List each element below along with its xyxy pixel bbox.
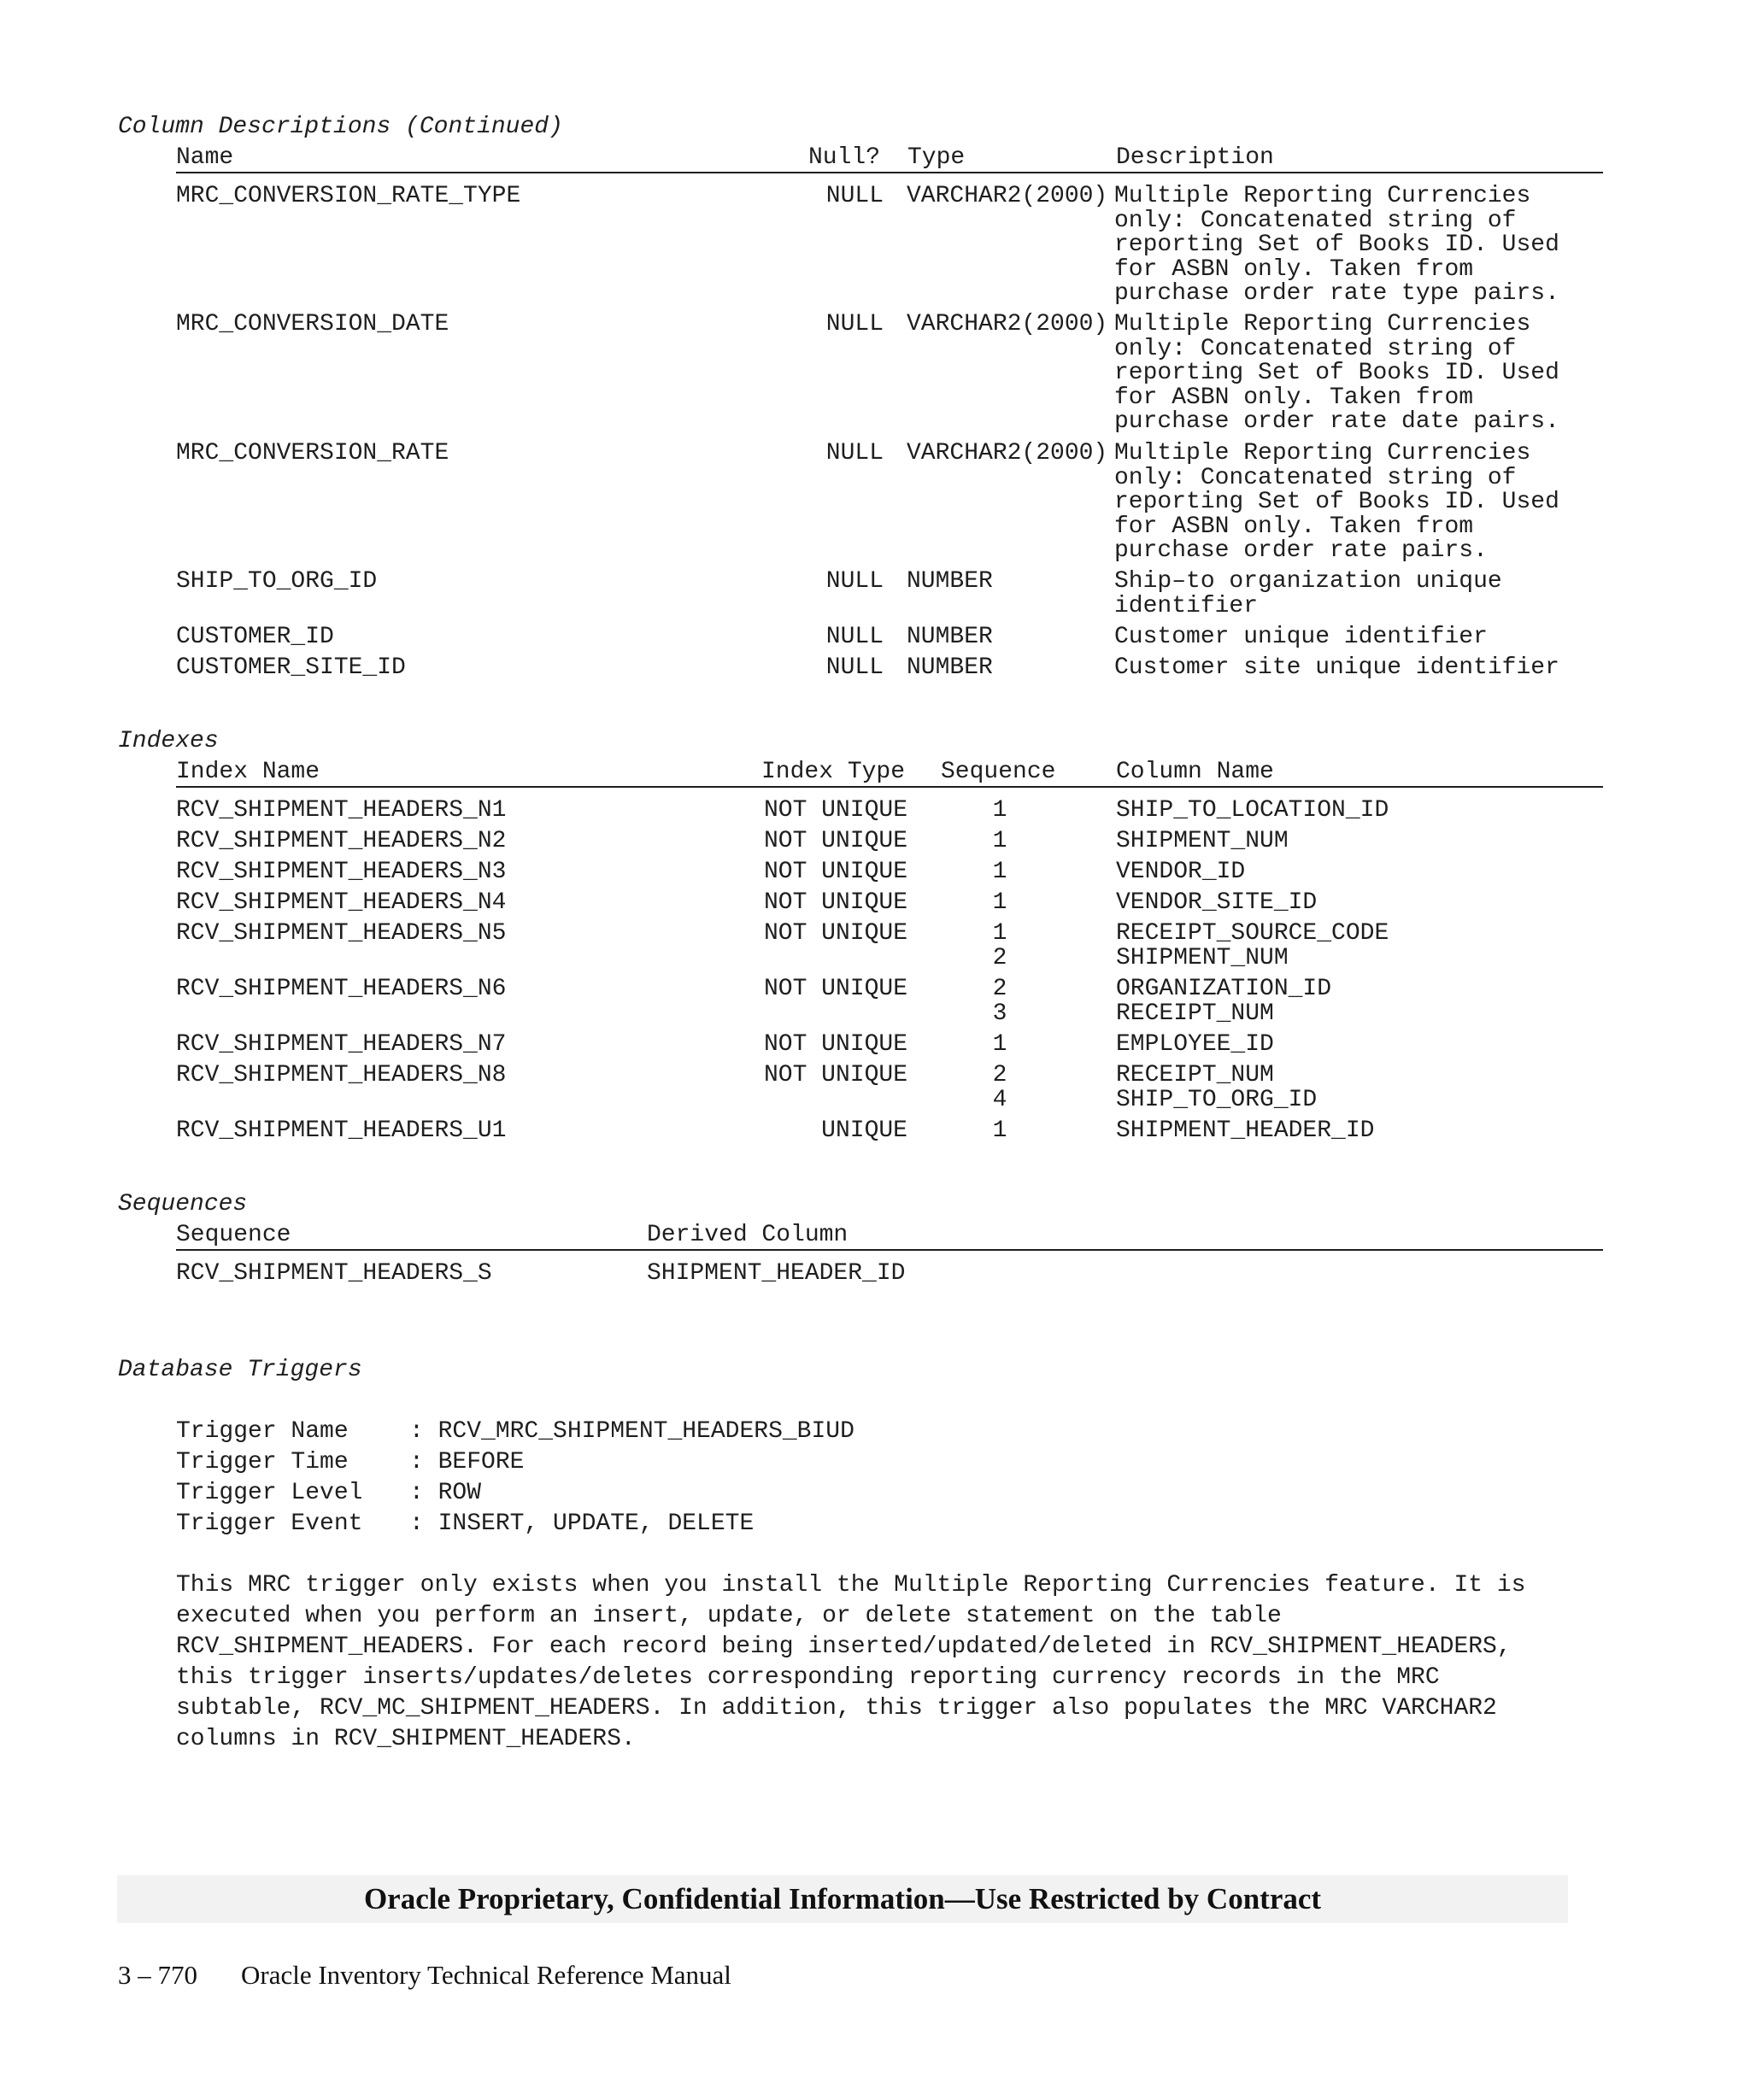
index-row-column: EMPLOYEE_ID: [1116, 1031, 1274, 1058]
index-row-column: RECEIPT_NUM: [1116, 1062, 1274, 1088]
index-row-name: RCV_SHIPMENT_HEADERS_N7: [176, 1031, 507, 1058]
trigger-description-line: subtable, RCV_MC_SHIPMENT_HEADERS. In addition, this trigger also populates the MRC VARCHAR2: [176, 1695, 1497, 1722]
trigger-description-line: This MRC trigger only exists when you install the Multiple Reporting Currencies feature. It is: [176, 1572, 1526, 1598]
column-row-description: Ship–to organization unique identifier: [1114, 568, 1502, 619]
trigger-level-label: Trigger Level: [176, 1480, 363, 1506]
index-row-name: RCV_SHIPMENT_HEADERS_N3: [176, 859, 507, 885]
trigger-name-value: : RCV_MRC_SHIPMENT_HEADERS_BIUD: [409, 1418, 854, 1445]
column-header-rule: [176, 172, 1603, 173]
column-row-description: Customer site unique identifier: [1114, 654, 1559, 681]
index-row-sequence: 1: [992, 828, 1007, 854]
column-row-null: NULL: [825, 568, 884, 595]
index-row-type: NOT UNIQUE: [763, 889, 907, 916]
column-row-type: VARCHAR2(2000): [907, 440, 1108, 466]
column-row-type: VARCHAR2(2000): [907, 183, 1108, 209]
column-row-description: Multiple Reporting Currencies only: Concatenated string of reporting Set of Books ID. Used for ASBN only. Taken from purchase order rate pairs.: [1114, 440, 1559, 564]
column-row-description: Multiple Reporting Currencies only: Concatenated string of reporting Set of Books ID. Used for ASBN only. Taken from purchase order rate date pairs.: [1114, 311, 1559, 435]
index-row-column: SHIP_TO_LOCATION_ID: [1116, 797, 1389, 824]
column-row-null: NULL: [825, 654, 884, 681]
page-number: 3 – 770: [118, 1960, 197, 1990]
column-row-null: NULL: [825, 183, 884, 209]
index-row-type: NOT UNIQUE: [763, 859, 907, 885]
index-row-column: SHIPMENT_NUM: [1116, 945, 1289, 971]
column-descriptions-title: Column Descriptions (Continued): [118, 114, 563, 140]
sequence-row-derived-column: SHIPMENT_HEADER_ID: [647, 1260, 906, 1287]
index-header-type: Index Type: [761, 759, 906, 785]
database-triggers-title: Database Triggers: [118, 1357, 362, 1383]
index-row-type: NOT UNIQUE: [763, 976, 907, 1002]
index-row-column: VENDOR_ID: [1116, 859, 1246, 885]
column-row-name: SHIP_TO_ORG_ID: [176, 568, 378, 595]
column-row-type: VARCHAR2(2000): [907, 311, 1108, 337]
index-row-sequence: 1: [992, 1031, 1007, 1058]
confidential-banner: [117, 1875, 1568, 1923]
index-row-name: RCV_SHIPMENT_HEADERS_N6: [176, 976, 507, 1002]
trigger-description-line: this trigger inserts/updates/deletes corresponding reporting currency records in the MRC: [176, 1664, 1440, 1691]
manual-title: Oracle Inventory Technical Reference Manual: [241, 1960, 731, 1990]
index-row-column: SHIPMENT_NUM: [1116, 828, 1289, 854]
trigger-description-line: RCV_SHIPMENT_HEADERS. For each record being inserted/updated/deleted in RCV_SHIPMENT_HEADERS,: [176, 1634, 1512, 1660]
index-row-sequence: 1: [992, 889, 1007, 916]
column-header-name: Name: [176, 144, 234, 171]
column-row-null: NULL: [825, 624, 884, 650]
trigger-description-line: columns in RCV_SHIPMENT_HEADERS.: [176, 1726, 636, 1752]
column-row-name: CUSTOMER_ID: [176, 624, 334, 650]
sequences-title: Sequences: [118, 1191, 248, 1217]
index-row-sequence: 4: [992, 1087, 1007, 1113]
index-row-sequence: 3: [992, 1000, 1007, 1027]
index-header-rule: [176, 786, 1603, 788]
index-row-type: NOT UNIQUE: [763, 828, 907, 854]
column-row-type: NUMBER: [907, 654, 993, 681]
column-row-name: CUSTOMER_SITE_ID: [176, 654, 406, 681]
index-header-column: Column Name: [1116, 759, 1274, 785]
column-row-type: NUMBER: [907, 568, 993, 595]
column-row-description: Customer unique identifier: [1114, 624, 1488, 650]
column-row-name: MRC_CONVERSION_RATE: [176, 440, 449, 466]
column-row-name: MRC_CONVERSION_RATE_TYPE: [176, 183, 521, 209]
index-row-sequence: 1: [992, 859, 1007, 885]
index-row-column: ORGANIZATION_ID: [1116, 976, 1332, 1002]
column-header-description: Description: [1116, 144, 1274, 171]
column-row-null: NULL: [825, 440, 884, 466]
index-header-sequence: Sequence: [941, 759, 1056, 785]
trigger-event-label: Trigger Event: [176, 1510, 363, 1537]
index-row-name: RCV_SHIPMENT_HEADERS_N4: [176, 889, 507, 916]
index-row-column: RECEIPT_SOURCE_CODE: [1116, 920, 1389, 947]
index-row-sequence: 2: [992, 976, 1007, 1002]
index-row-type: UNIQUE: [821, 1117, 907, 1144]
column-row-name: MRC_CONVERSION_DATE: [176, 311, 449, 337]
index-row-sequence: 1: [992, 920, 1007, 947]
sequence-header-rule: [176, 1249, 1603, 1251]
index-row-type: NOT UNIQUE: [763, 920, 907, 947]
trigger-event-value: : INSERT, UPDATE, DELETE: [409, 1510, 755, 1537]
index-header-name: Index Name: [176, 759, 320, 785]
index-row-name: RCV_SHIPMENT_HEADERS_N2: [176, 828, 507, 854]
index-row-name: RCV_SHIPMENT_HEADERS_N5: [176, 920, 507, 947]
column-row-description: Multiple Reporting Currencies only: Concatenated string of reporting Set of Books ID. Used for ASBN only. Taken from purchase order rate type pairs.: [1114, 183, 1559, 307]
index-row-name: RCV_SHIPMENT_HEADERS_U1: [176, 1117, 507, 1144]
index-row-type: NOT UNIQUE: [763, 797, 907, 824]
sequence-row-name: RCV_SHIPMENT_HEADERS_S: [176, 1260, 492, 1287]
index-row-column: RECEIPT_NUM: [1116, 1000, 1274, 1027]
trigger-level-value: : ROW: [409, 1480, 482, 1506]
indexes-title: Indexes: [118, 728, 219, 754]
index-row-type: NOT UNIQUE: [763, 1062, 907, 1088]
trigger-name-label: Trigger Name: [176, 1418, 349, 1445]
trigger-time-label: Trigger Time: [176, 1449, 349, 1475]
index-row-sequence: 2: [992, 945, 1007, 971]
column-row-null: NULL: [825, 311, 884, 337]
index-row-name: RCV_SHIPMENT_HEADERS_N1: [176, 797, 507, 824]
sequence-header-sequence: Sequence: [176, 1222, 291, 1248]
index-row-type: NOT UNIQUE: [763, 1031, 907, 1058]
index-row-sequence: 2: [992, 1062, 1007, 1088]
index-row-sequence: 1: [992, 1117, 1007, 1144]
column-header-null: Null?: [808, 144, 881, 171]
index-row-column: VENDOR_SITE_ID: [1116, 889, 1318, 916]
index-row-sequence: 1: [992, 797, 1007, 824]
confidential-banner-text: Oracle Proprietary, Confidential Information––Use Restricted by Contract: [363, 1882, 1322, 1915]
sequence-header-derived-column: Derived Column: [647, 1222, 849, 1248]
column-header-type: Type: [907, 144, 966, 171]
index-row-column: SHIPMENT_HEADER_ID: [1116, 1117, 1375, 1144]
index-row-column: SHIP_TO_ORG_ID: [1116, 1087, 1318, 1113]
trigger-time-value: : BEFORE: [409, 1449, 525, 1475]
column-row-type: NUMBER: [907, 624, 993, 650]
index-row-name: RCV_SHIPMENT_HEADERS_N8: [176, 1062, 507, 1088]
trigger-description-line: executed when you perform an insert, update, or delete statement on the table: [176, 1603, 1282, 1629]
